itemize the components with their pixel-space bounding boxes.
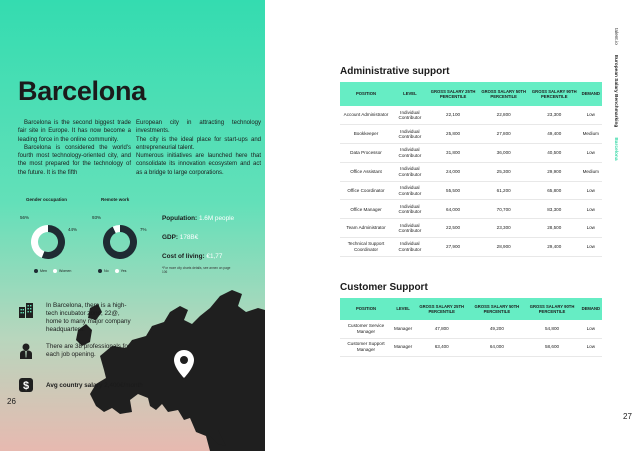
avg-salary-value: 2,400€/month: [104, 382, 143, 389]
column-header: POSITION: [340, 82, 392, 106]
gender-label-women: 44%: [68, 227, 78, 232]
table-cell: 29,400: [529, 238, 580, 257]
table-row: [340, 219, 602, 238]
fact-text: There are 38 professionals for each job opening.: [46, 343, 131, 358]
table-cell: Medium: [580, 125, 602, 144]
intro-paragraph: Numerous initiatives are launched here that consolidate its innovation ecosystem and act as a bridge to large corporations.: [136, 153, 261, 176]
column-header: DEMAND: [580, 82, 602, 106]
table-cell: Office Manager: [340, 200, 392, 219]
table-cell: Low: [580, 181, 602, 200]
table-cell: Individual Contributor: [392, 200, 428, 219]
left-page: [0, 0, 265, 451]
table-cell: Medium: [580, 162, 602, 181]
table-cell: Manager: [392, 338, 414, 356]
table-cell: 29,900: [529, 162, 580, 181]
gender-donut-chart: [18, 210, 82, 266]
table-cell: 28,900: [478, 238, 529, 257]
table-cell: 22,500: [428, 219, 479, 238]
column-header: GROSS SALARY 50TH PERCENTILE: [469, 298, 524, 320]
table-cell: 47,800: [414, 320, 469, 338]
table-cell: Bookkeeper: [340, 125, 392, 144]
table-row: [340, 320, 602, 338]
table-cell: Individual Contributor: [392, 181, 428, 200]
table-row: [340, 106, 602, 125]
table-cell: 23,300: [478, 219, 529, 238]
gender-chart-title: Gender occupation: [26, 197, 68, 202]
table-cell: 63,400: [414, 338, 469, 356]
page-number: 26: [7, 397, 16, 406]
table-cell: 23,300: [529, 106, 580, 125]
table-cell: Technical Support Coordinator: [340, 238, 392, 257]
table-cell: 22,100: [428, 106, 479, 125]
table-cell: Individual Contributor: [392, 219, 428, 238]
column-header: GROSS SALARY 25TH PERCENTILE: [428, 82, 479, 106]
money-icon: [18, 377, 34, 393]
table-cell: 36,000: [478, 144, 529, 163]
table-row: [340, 125, 602, 144]
table-cell: 49,200: [469, 320, 524, 338]
table-row: [340, 200, 602, 219]
table-cell: Low: [580, 238, 602, 257]
column-header: DEMAND: [580, 298, 602, 320]
person-icon: [18, 343, 34, 359]
column-header: LEVEL: [392, 82, 428, 106]
gender-label-men: 56%: [20, 215, 30, 220]
table-header-row: [340, 82, 602, 106]
table-cell: Low: [580, 219, 602, 238]
remote-donut-chart: [90, 210, 154, 266]
table-cell: Team Administrator: [340, 219, 392, 238]
table-cell: 27,800: [478, 125, 529, 144]
table-cell: 70,700: [478, 200, 529, 219]
table-cell: 54,800: [524, 320, 579, 338]
table-cell: 49,400: [529, 125, 580, 144]
intro-paragraph: European city in attracting technology investments.: [136, 120, 261, 135]
table-cell: Individual Contributor: [392, 144, 428, 163]
intro-column-1: [18, 119, 131, 177]
table-cell: Low: [580, 200, 602, 219]
side-running-header: [613, 28, 618, 161]
remote-label-yes: 7%: [140, 227, 147, 232]
gdp-stat: GDP: 178B€: [162, 234, 199, 241]
fact-avg-salary: [18, 377, 143, 393]
table-row: [340, 144, 602, 163]
table-cell: 64,000: [469, 338, 524, 356]
table-cell: 28,500: [529, 219, 580, 238]
table-cell: 25,300: [478, 162, 529, 181]
table-cell: Manager: [392, 320, 414, 338]
fact-professionals: [18, 343, 136, 359]
legend-item: Yes: [115, 269, 127, 273]
table-cell: Individual Contributor: [392, 162, 428, 181]
table-cell: 55,500: [428, 181, 479, 200]
table-cell: 24,000: [428, 162, 479, 181]
table-row: [340, 238, 602, 257]
table-cell: Low: [580, 144, 602, 163]
admin-salary-table: [340, 82, 602, 257]
report-name: European Salary Benchmarking: [613, 54, 618, 128]
svg-text:$: $: [22, 380, 30, 392]
stats-footnote: *For more city charts details, see annex on page 106: [162, 266, 231, 275]
brand-name: talent.io: [613, 28, 618, 45]
table-cell: 27,900: [428, 238, 479, 257]
table-header-row: [340, 298, 602, 320]
remote-label-no: 93%: [92, 215, 102, 220]
table-cell: Office Assistant: [340, 162, 392, 181]
table-row: [340, 181, 602, 200]
section-title-admin: Administrative support: [340, 66, 450, 77]
table-cell: 25,800: [428, 125, 479, 144]
page-title: Barcelona: [18, 76, 146, 106]
buildings-icon: [18, 302, 34, 318]
fact-text: [46, 377, 143, 390]
table-cell: Individual Contributor: [392, 125, 428, 144]
table-cell: Account Administrator: [340, 106, 392, 125]
table-cell: 65,800: [529, 181, 580, 200]
fact-incubator: [18, 302, 136, 334]
intro-paragraph: The city is the ideal place for start-ups and entrepreneurial talent.: [136, 136, 261, 151]
table-cell: Customer Support Manager: [340, 338, 392, 356]
remote-legend: [98, 269, 126, 273]
table-cell: 58,600: [524, 338, 579, 356]
city-name: Barcelona: [613, 137, 618, 161]
population-stat: Population: 1.6M people: [162, 215, 235, 222]
legend-item: Women: [53, 269, 71, 273]
gender-legend: [34, 269, 71, 273]
table-cell: Low: [580, 320, 602, 338]
column-header: POSITION: [340, 298, 392, 320]
legend-item: No: [98, 269, 109, 273]
table-row: [340, 338, 602, 356]
table-cell: Low: [580, 338, 602, 356]
intro-column-2: [136, 119, 261, 177]
cost-of-living-stat: Cost of living: €1,77: [162, 253, 223, 260]
table-cell: 64,000: [428, 200, 479, 219]
table-cell: Customer Service Manager: [340, 320, 392, 338]
table-cell: Data Processor: [340, 144, 392, 163]
fact-text: In Barcelona, there is a high-tech incubator zone, 22@, home to many major company headquarters.: [46, 302, 131, 333]
table-cell: Individual Contributor: [392, 106, 428, 125]
page-number: 27: [623, 412, 632, 421]
table-cell: 61,200: [478, 181, 529, 200]
table-cell: Office Coordinator: [340, 181, 392, 200]
table-cell: 40,500: [529, 144, 580, 163]
avg-salary-label: Avg country salary: [46, 382, 103, 389]
column-header: GROSS SALARY 50TH PERCENTILE: [478, 82, 529, 106]
table-cell: 83,300: [529, 200, 580, 219]
remote-chart-title: Remote work: [101, 197, 130, 202]
table-cell: 22,800: [478, 106, 529, 125]
column-header: GROSS SALARY 25TH PERCENTILE: [414, 298, 469, 320]
legend-item: Men: [34, 269, 47, 273]
column-header: GROSS SALARY 90TH PERCENTILE: [524, 298, 579, 320]
section-title-customer: Customer Support: [340, 282, 428, 293]
column-header: LEVEL: [392, 298, 414, 320]
intro-paragraph: Barcelona is the second biggest trade fair site in Europe. It has now become a leading force in the online community.: [18, 120, 131, 143]
city-stats: [162, 215, 235, 275]
table-row: [340, 162, 602, 181]
right-page: [265, 0, 638, 451]
table-cell: Individual Contributor: [392, 238, 428, 257]
intro-paragraph: Barcelona is considered the world's fourth most technology-oriented city, and the most prepared for the technology of the future. It is the fifth: [18, 144, 131, 176]
column-header: GROSS SALARY 90TH PERCENTILE: [529, 82, 580, 106]
customer-salary-table: [340, 298, 602, 357]
table-cell: Low: [580, 106, 602, 125]
table-cell: 31,800: [428, 144, 479, 163]
